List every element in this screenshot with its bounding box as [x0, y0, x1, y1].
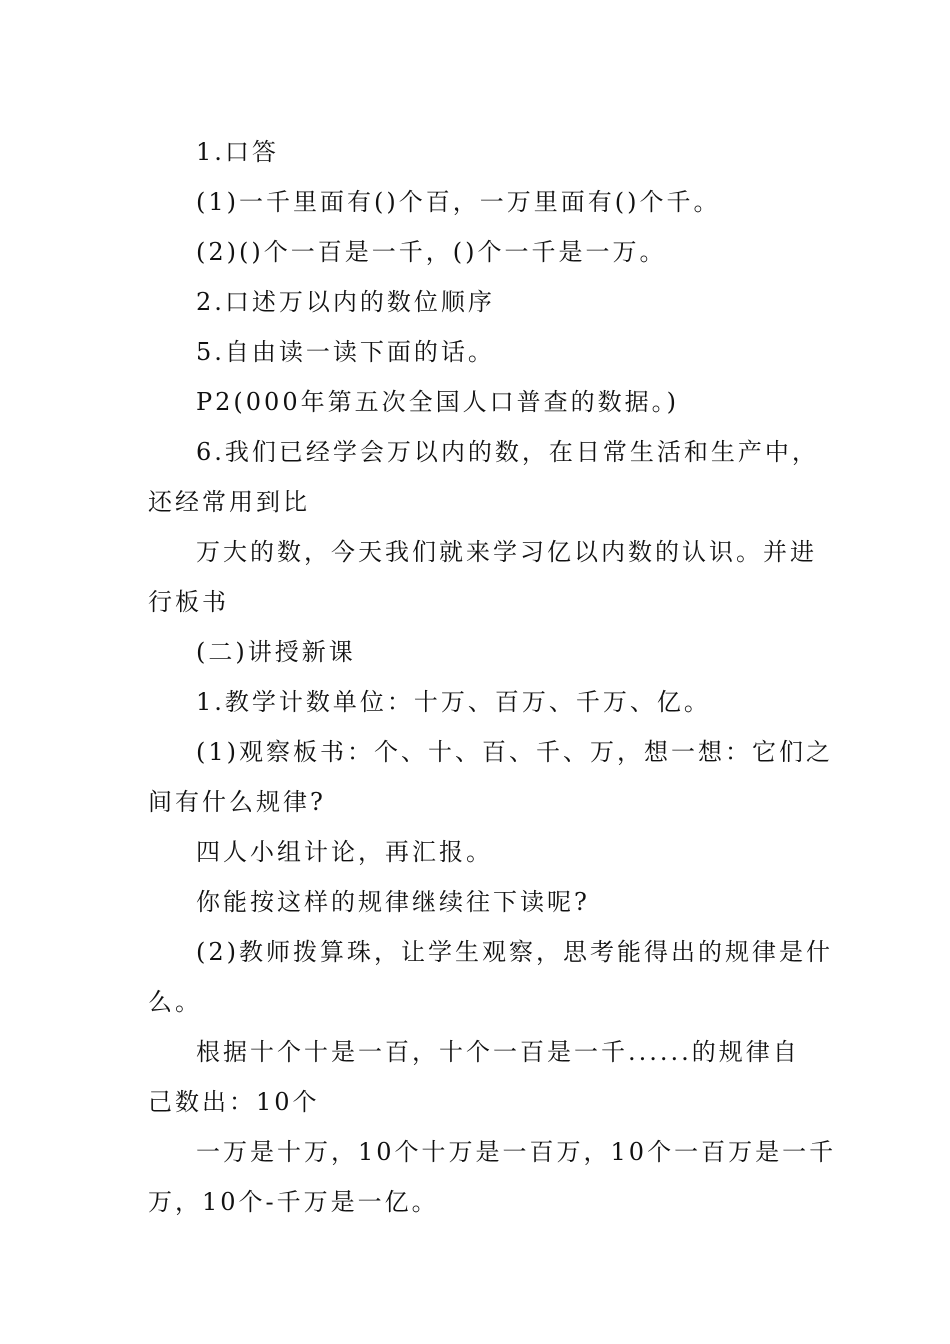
text-line: 四人小组计论，再汇报。	[196, 838, 493, 866]
text-line: (2)()个一百是一千，()个一千是一万。	[196, 238, 667, 266]
text-line: 间有什么规律?	[148, 788, 326, 816]
text-line: (2)教师拨算珠，让学生观察，思考能得出的规律是什	[196, 938, 833, 966]
text-line: 么。	[148, 988, 202, 1016]
text-line: (1)观察板书：个、十、百、千、万，想一想：它们之	[196, 738, 833, 766]
text-line: 还经常用到比	[148, 488, 310, 516]
text-line: 你能按这样的规律继续往下读呢?	[196, 888, 590, 916]
text-line: 万，10个-千万是一亿。	[148, 1188, 439, 1216]
text-line: (1)一千里面有()个百，一万里面有()个千。	[196, 188, 721, 216]
text-line: 2.口述万以内的数位顺序	[196, 288, 495, 316]
text-line: 1.口答	[196, 138, 279, 166]
text-line: 万大的数，今天我们就来学习亿以内数的认识。并进	[196, 538, 817, 566]
text-line: P2(000年第五次全国人口普查的数据。)	[196, 388, 679, 416]
text-line: 5.自由读一读下面的话。	[196, 338, 495, 366]
section-heading: (二)讲授新课	[196, 638, 356, 666]
text-line: 6.我们已经学会万以内的数，在日常生活和生产中，	[196, 438, 819, 466]
text-line: 己数出：10个	[148, 1088, 320, 1116]
text-line: 一万是十万，10个十万是一百万，10个一百万是一千	[196, 1138, 837, 1166]
text-line: 行板书	[148, 588, 229, 616]
text-line: 1.教学计数单位：十万、百万、千万、亿。	[196, 688, 711, 716]
text-line: 根据十个十是一百，十个一百是一千......的规律自	[196, 1038, 800, 1066]
